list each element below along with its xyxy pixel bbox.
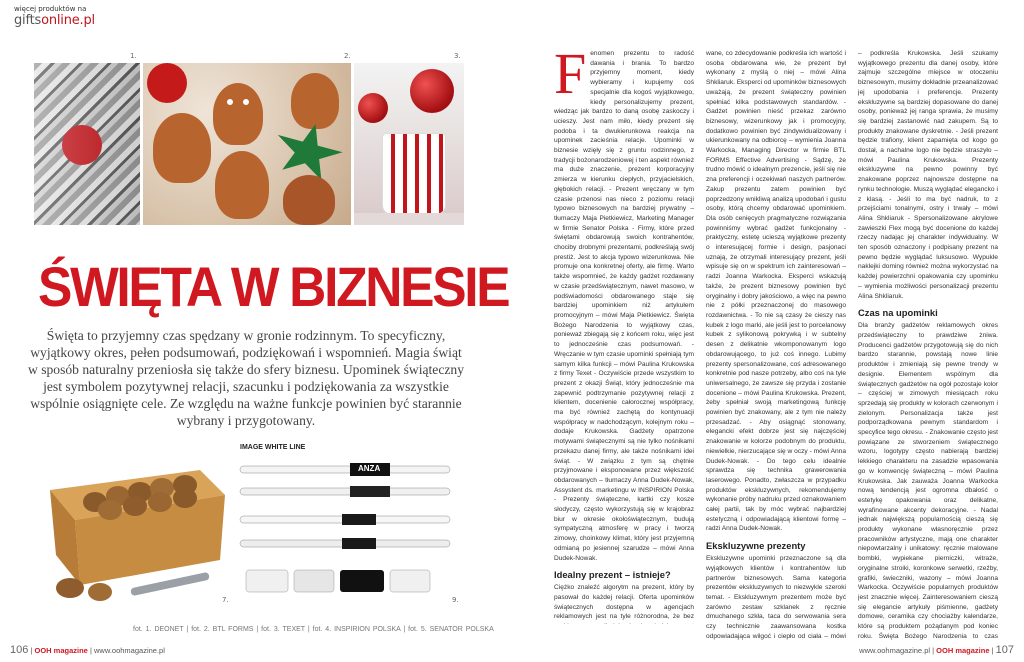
photo-number: 9.: [452, 596, 459, 604]
paragraph: – podkreśla Krukowska. Jeśli szukamy wyjątkowego prezentu dla danej osoby, które zajmuje szczególne miejsce w otoczeniu biznesowym, musimy dokładnie przeanalizować jej upodobania i preferencje. Prezenty ekskluzywne są bardziej dopasowane do danej osoby, ponieważ jej ranga sprawia, że musimy się bardziej zastanowić nad zakupem. Są to produkty znakowane dyskretnie. - Jeśli prezent będzie trafiony, klient zapamięta od kogo go dostał, a nachalne logo nie będzie straszyło – mówi Paulina Krukowska. Prezenty ekskluzywne na pewno powinny być znakowane poprzez najnowsze dostępne na rynku technologie. Muszą wyglądać elegancko i z klasą. - Jeśli to ma być nadruk, to z przejściami tonalnymi, ostry i trwały – mówi Alina Shkliaruk - Spersonalizowane akrylowe zawieszki Flex mogą być docenione do każdej rzeczy nadając jej charakter indywidualny. W ten sposób oznaczony i podpisany prezent na pewno będzie wyglądać luksusowo. Wypukłe naklejki doming również można wykorzystać na każdej powierzchni opakowania czy upominku – wymienia możliwości personalizacji prezentu Alina Shkliaruk.: [858, 50, 998, 300]
section-heading: Ekskluzywne prezenty: [706, 540, 806, 552]
paragraph: enomen prezentu to radość dawania i brania. To bardzo przyjemny moment, kiedy wybieramy i kupujemy coś specjalnie dla kogoś wyjątkowego, kiedy personalizujemy prezent, wiedząc jak bardzo to daną osobę zaskoczy i ucieszy. Jest nam miło, kiedy prezent się podoba i ta dwukierunkowa reakcja na upominek zacieśnia relacje. Upominki w biznesie wzięły się z gruntu rodzinnego, z tradycji bożonarodzeniowej i ten aspekt również ma duże znaczenie, prezent korporacyjny zmierza w kierunku ciepłych, przyjacielskich, głębokich relacji. - Prezent wręczany w tym czasie przenosi nas nieco z poziomu relacji typowo biznesowych na bardziej prywatny – tłumaczy Maja Pietkiewicz, Marketing Manager w firmie Senator Polska - Firmy, które przed świętami obdarowują swoich kontrahentów, chociby drobnymi prezentami, podkreślają swój prestiż. Jest to akcja typowo wizerunkowa. Nie promuje ona konkretnej oferty, ale firmę. Warto także wspomnieć, że każdy gadżet rozdawany w czasie przedświątecznym, nawet masowo, w podświadomości obdarowanego staje się bardziej upominkiem niż artykułem promocyjnym – mówi Maja Pietkiewicz. Święta Bożego Narodzenia to wyjątkowy czas, ponieważ zbiegają się z końcem roku, więc jest to jednocześnie czas podsumowań. - Wręczanie w tym czasie upominki spełniają tym samym kilka funkcji – mówi Paulina Krukowska z firmy Texet - Oczywiście przede wszystkim to prezent z okazji Świąt, który jednocześnie ma zapewnić podtrzymanie pozytywnej relacji z klientem, docenienie całorocznej współpracy, ma być również zachętą do kontynuacji współpracy w nadchodzącym, kolejnym roku – dodaje Krukowska. Gadżety opatrzone motywami świątecznymi są nie tylko nośnikami przekazu danej firmy, ale także nośnikami idei świąt. - W związku z tym są chętnie przyjmowane i eksponowane przez większość obdarowanych – tłumaczy Anna Dudek-Nowak, Assystent ds. marketingu w INSPIRION Polska - Prezenty świąteczne, kartki czy kosze słodyczy, często wykorzystują się w krajobraz biur w okresie okołoświątecznym, budują sympatyczną atmosferę w pracy i tworzą zimowy, choinkowy klimat, który jest przyjemną odmianą po jesiennej szarudze – mówi Anna Dudek-Nowak.: [554, 50, 694, 562]
photo-gingerbread: [143, 63, 351, 225]
page-number: 107: [995, 644, 1014, 656]
section-heading: Czas na upominki: [858, 307, 938, 319]
footer-left: 106 | OOH magazine | www.oohmagazine.pl: [10, 644, 165, 656]
magazine-url[interactable]: www.oohmagazine.pl: [94, 646, 165, 655]
magazine-name: OOH magazine: [34, 646, 88, 655]
paragraph: Dla branży gadżetów reklamowych okres przedświąteczny to prawdziwe żniwa. Producenci gadżetów przygotowują się do nich bardzo starannie, powstają nowe linie produktów i zmieniają się pewne trendy w designie. Elementem wspólnym dla świątecznych gadżetów na ogół pozostaje kolor – częściej w zimowych miesiącach roku sprzedają się produkty w kolorach czerwonym i zielonym. Personalizacja także jest podporządkowana pewnym standardom i specyfice tego okresu. - Znakowanie często jest powiązane ze stworzeniem świątecznego wzoru, logotypy często nabierają bardziej lekkiego charakteru na zasadzie wpasowania go w konwencję świąteczną – mówi Paulina Krukowska. Jak zauważa Joanna Warkocka nową tendencją jest ogromna dbałość o estetykę opakowania oraz delikatne, wyrafinowane akcenty dekoracyjne. - Nadal jednak największą popularnością cieszą się produkty wykonane własnoręcznie przez pracowników artystyczne, mają one charakter niepowtarzalny i unikatowy: ręcznie malowane bombki, wypiekane pierniczki, witraże, oryginalne stroiki, koronkowe serwetki, rzeźby, grafiki, świeczniki, wazony – mówi Joanna Warkocka. Oczywiście popularnych produktów jest znacznie więcej. Zainteresowaniem cieszą się elegancie artykuły piśmienne, gadżety domowe, ceramika czy chociażby kalendarze, które są produktem pożądanym pod koniec roku. Święta Bożego Narodzenia to czas: [858, 322, 998, 640]
article-column-3: [858, 49, 998, 641]
brand-logo-accent: online.pl: [41, 13, 95, 28]
brand-logo-part: gifts: [14, 13, 42, 28]
brand-logo: [14, 13, 95, 28]
photo-number: 2.: [344, 52, 351, 60]
article-column-2: [706, 49, 846, 641]
walnut-box-illustration: [40, 440, 230, 610]
drop-cap: F: [554, 49, 587, 106]
photo-gift-box: [34, 63, 140, 225]
photo-pens: [232, 440, 462, 610]
photo-number: 1.: [130, 52, 137, 60]
photo-walnut-box: [40, 440, 230, 610]
paragraph: Ekskluzywne upominki przeznaczone są dla wyjątkowych klientów i kontrahentów lub partnerów biznesowych. Sama kategoria prezentów ekskluzywnych to niezwykle szeroki temat. - Ekskluzywnym prezentem może być zarówno zestaw szklanek z ręcznie dmuchanego szkła, taca do serwowania sera czy technicznie zaawansowana kostka odpowiadająca wilgoć i ciepło od ciała – mówi: [706, 555, 846, 640]
paragraph: wane, co zdecydowanie podkreśla ich wartość i osoba obdarowana wie, że prezent był wykonany z myślą o niej – mówi Alina Shkliaruk. Eksperci od upominków biznesowych uważają, że prezent świąteczny powinien spełniać kilka podstawowych standardów. - Gadżet powinien nieść przekaz zarówno biznesowy, wizerunkowy jak i promocyjny, dodatkowo powinien być zindywidualizowany i ukierunkowany na odbiorcę – wymienia Joanna Warkocka, Managing Director w firmie BTL FORMS Effective Advertising - Sądzę, że trudno mówić o idealnym prezencie, jeśli się nie zna preferencji i oczekiwań naszych partnerów. Zakup prezentu zatem powinien być poprzedzony wnikliwą analizą upodobań i gustu osoby, którą chcemy obdarować upominkiem. Dla osób cenięcych pragmatyczne rozwiązania powinniśmy wybrać gadżet funkcjonalny - praktyczny, estetę ucieszą wyjątkowe prezenty o interesującej formie i design, pasjonaci uznają, że otrzymali interesujący prezent, jeśli wpisuje się on w spektrum ich zainteresowań – radzi Joanna Warkocka. Eksperci wskazują także, że prezent biznesowy powinien być oryginalny i dobry jakościowo, a więc na pewno nie z półki przeznaczonej do masowego rozdawnictwa. - To nie są czasy że cieszy nas kubek z logo marki, ale jeśli jest to porcelanowy kubek z sylikonową pokrywką i w subtelny desen z delikatnie wkomponowanym logo obdarowującego, to już coś innego. Lubimy prezenty spersonalizowane, coś adresowanego konkretnie pod nasze potrzeby, albo coś na tyle uniwersalnego, że zawsze się przyda i zostanie docenione – mówi Paulina Krukowska. Prezent, żeby spełniał swoją marketingową funkcję powinien być znakowany, ale z tym nie należy przesadzać. - Aby osiągnąć stonowany, elegancki efekt dobrze jest się najczęściej znakowanie w kolorze podobnym do produktu, niewielkie, nierzucające się w oczy - mówi Anna Dudek-Nowak. - Do tego celu idealnie sprawdza się technika grawerowania laserowego. Ponadto, zwłaszcza w przypadku produktów ekskluzywnych, rekomendujemy wykonanie próby nadruku przed oznakowaniem całej partii, tak by móc wybrać najbardziej estetyczną i odpowiadającą klientowi formę – radzi Anna Dudek-Nowak.: [706, 50, 846, 533]
article-column-1: [554, 49, 694, 624]
magazine-name: OOH magazine: [936, 646, 990, 655]
brand-tagline: więcej produktów na: [14, 5, 87, 13]
section-heading: Idealny prezent – istnieje?: [554, 569, 671, 581]
magazine-url[interactable]: www.oohmagazine.pl: [859, 646, 931, 655]
photo-number: 7.: [222, 596, 229, 604]
pen-brand-label: ANZA: [358, 464, 381, 473]
pens-illustration: [232, 440, 462, 610]
photo-christmas-mug: [354, 63, 464, 225]
article-lead: Święta to przyjemny czas spędzany w gronie rodzinnym. To specyficzny, wyjątkowy okres, pełen podsumowań, podziękowań i wspomnień. Magia świąt w sposób naturalny przeniosła się także do sfery biznesu. Upominek świąteczny jest symbolem pozytywnej relacji, szacunku i podziękowania za wszystkie wspólnie osiągnięte cele. Ze względu na ważne funkcje powinien być starannie wybrany i przygotowany.: [27, 328, 464, 428]
paragraph: Ciężko znaleźć algorytm na prezent, który by pasował do każdej relacji. Oferta upominków świątecznych dostępna w agencjach reklamowych jest na tyle różnorodna, że bez: [554, 584, 694, 621]
footer-right: www.oohmagazine.pl | OOH magazine | 107: [859, 644, 1014, 656]
photo-number: 3.: [454, 52, 461, 60]
article-title: ŚWIĘTA W BIZNESIE: [38, 255, 509, 318]
page-number: 106: [10, 644, 29, 656]
photo-credits: fot. 1. DEONET | fot. 2. BTL FORMS | fot. 3. TEXET | fot. 4. INSPIRION POLSKA | fot. 5. SENATOR POLSKA: [133, 626, 494, 633]
image-line-label: IMAGE WHITE LINE: [240, 444, 306, 451]
